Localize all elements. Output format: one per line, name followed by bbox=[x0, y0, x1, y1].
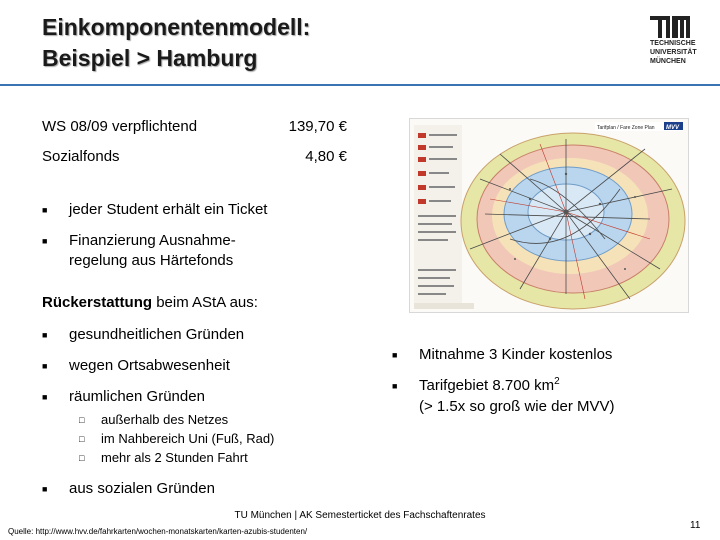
title-line-2: Beispiel > Hamburg bbox=[42, 45, 258, 71]
logo-line-3: MÜNCHEN bbox=[650, 58, 686, 65]
bullet-square-icon: ■ bbox=[392, 350, 398, 360]
svg-text:Tarifplan / Fare Zone Plan: Tarifplan / Fare Zone Plan bbox=[597, 125, 655, 131]
fare-zone-map-image bbox=[410, 119, 688, 312]
fee-value: 139,70 € bbox=[288, 118, 347, 135]
logo-line-2: UNIVERSITÄT bbox=[650, 49, 697, 56]
tum-logo-icon bbox=[650, 16, 690, 38]
tum-logo bbox=[650, 16, 697, 70]
bullet-square-icon: ■ bbox=[42, 205, 48, 215]
bullet-square-icon: ■ bbox=[42, 330, 48, 340]
title-line-1: Einkomponentenmodell: bbox=[42, 14, 311, 40]
fee-label: WS 08/09 verpflichtend bbox=[42, 118, 198, 135]
slide-title bbox=[42, 12, 310, 74]
logo-line-1: TECHNISCHE bbox=[650, 40, 696, 47]
page-number: 11 bbox=[690, 520, 701, 531]
bullet-square-icon: ■ bbox=[42, 236, 48, 246]
refund-heading: Rückerstattung beim AStA aus: bbox=[42, 294, 258, 311]
source-link[interactable]: Quelle: http://www.hvv.de/fahrkarten/wochen-monatskarten/karten-azubis-studenten/ bbox=[8, 527, 308, 536]
bullet-hollow-square-icon: □ bbox=[79, 434, 85, 444]
footer-text: TU München | AK Semesterticket des Fachschaftenrates bbox=[234, 510, 486, 521]
bullet-square-icon: ■ bbox=[42, 392, 48, 402]
bullet-square-icon: ■ bbox=[42, 361, 48, 371]
fee-label: Sozialfonds bbox=[42, 148, 120, 165]
header-rule bbox=[0, 84, 720, 86]
fee-value: 4,80 € bbox=[305, 148, 347, 165]
bullet-square-icon: ■ bbox=[42, 484, 48, 494]
fare-zone-map bbox=[409, 118, 689, 313]
svg-text:MVV: MVV bbox=[666, 125, 680, 131]
bullet-square-icon: ■ bbox=[392, 381, 398, 391]
bullet-hollow-square-icon: □ bbox=[79, 415, 85, 425]
bullet-hollow-square-icon: □ bbox=[79, 453, 85, 463]
